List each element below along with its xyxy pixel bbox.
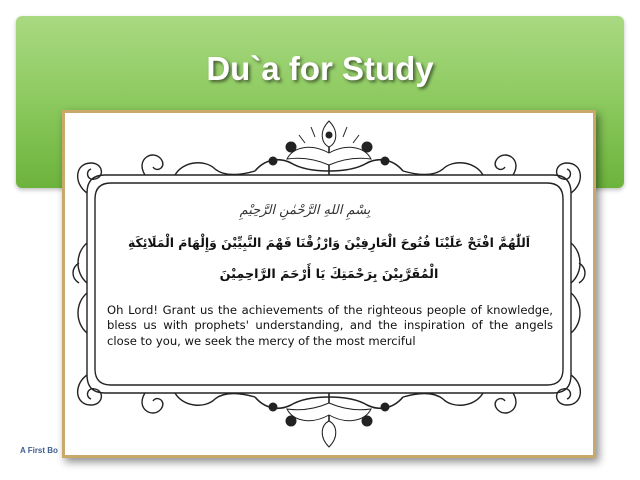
right-side-scroll: [571, 243, 585, 333]
bottom-floral-ornament: [255, 393, 403, 447]
dua-card: [62, 110, 596, 458]
english-translation: Oh Lord! Grant us the achievements of the righteous people of knowledge, bless us with prophets' understanding, and the inspiration of the angels close to you, we seek the mercy of the most merciful: [107, 303, 553, 348]
bottom-scroll-right: [403, 393, 516, 413]
arabic-dua-line-1: اَللّٰهُمَّ افْتَحْ عَلَيْنَا فُتُوحَ الْعَارِفِيْنَ وَارْزُقْنَا فَهْمَ النَّبِيِّيْنَ وَإِلْهَامَ الْمَلَائِكَةِ: [127, 235, 531, 250]
basmala-calligraphy: بِسْمِ اللهِ الرَّحْمٰنِ الرَّحِيْمِ: [239, 203, 371, 218]
top-scroll-left: [142, 155, 255, 175]
arabic-dua-line-2: الْمُقَرَّبِيْنَ بِرَحْمَتِكَ يَا أَرْحَمَ الرَّاحِمِيْنَ: [219, 267, 439, 282]
left-side-scroll: [73, 243, 87, 333]
ornamental-frame: [65, 113, 593, 455]
slide-title: Du`a for Study: [206, 50, 434, 87]
top-floral-ornament: [255, 121, 403, 175]
top-scroll-right: [403, 155, 516, 175]
footer-text: A First Bo: [20, 446, 58, 455]
bottom-scroll-left: [142, 393, 255, 413]
